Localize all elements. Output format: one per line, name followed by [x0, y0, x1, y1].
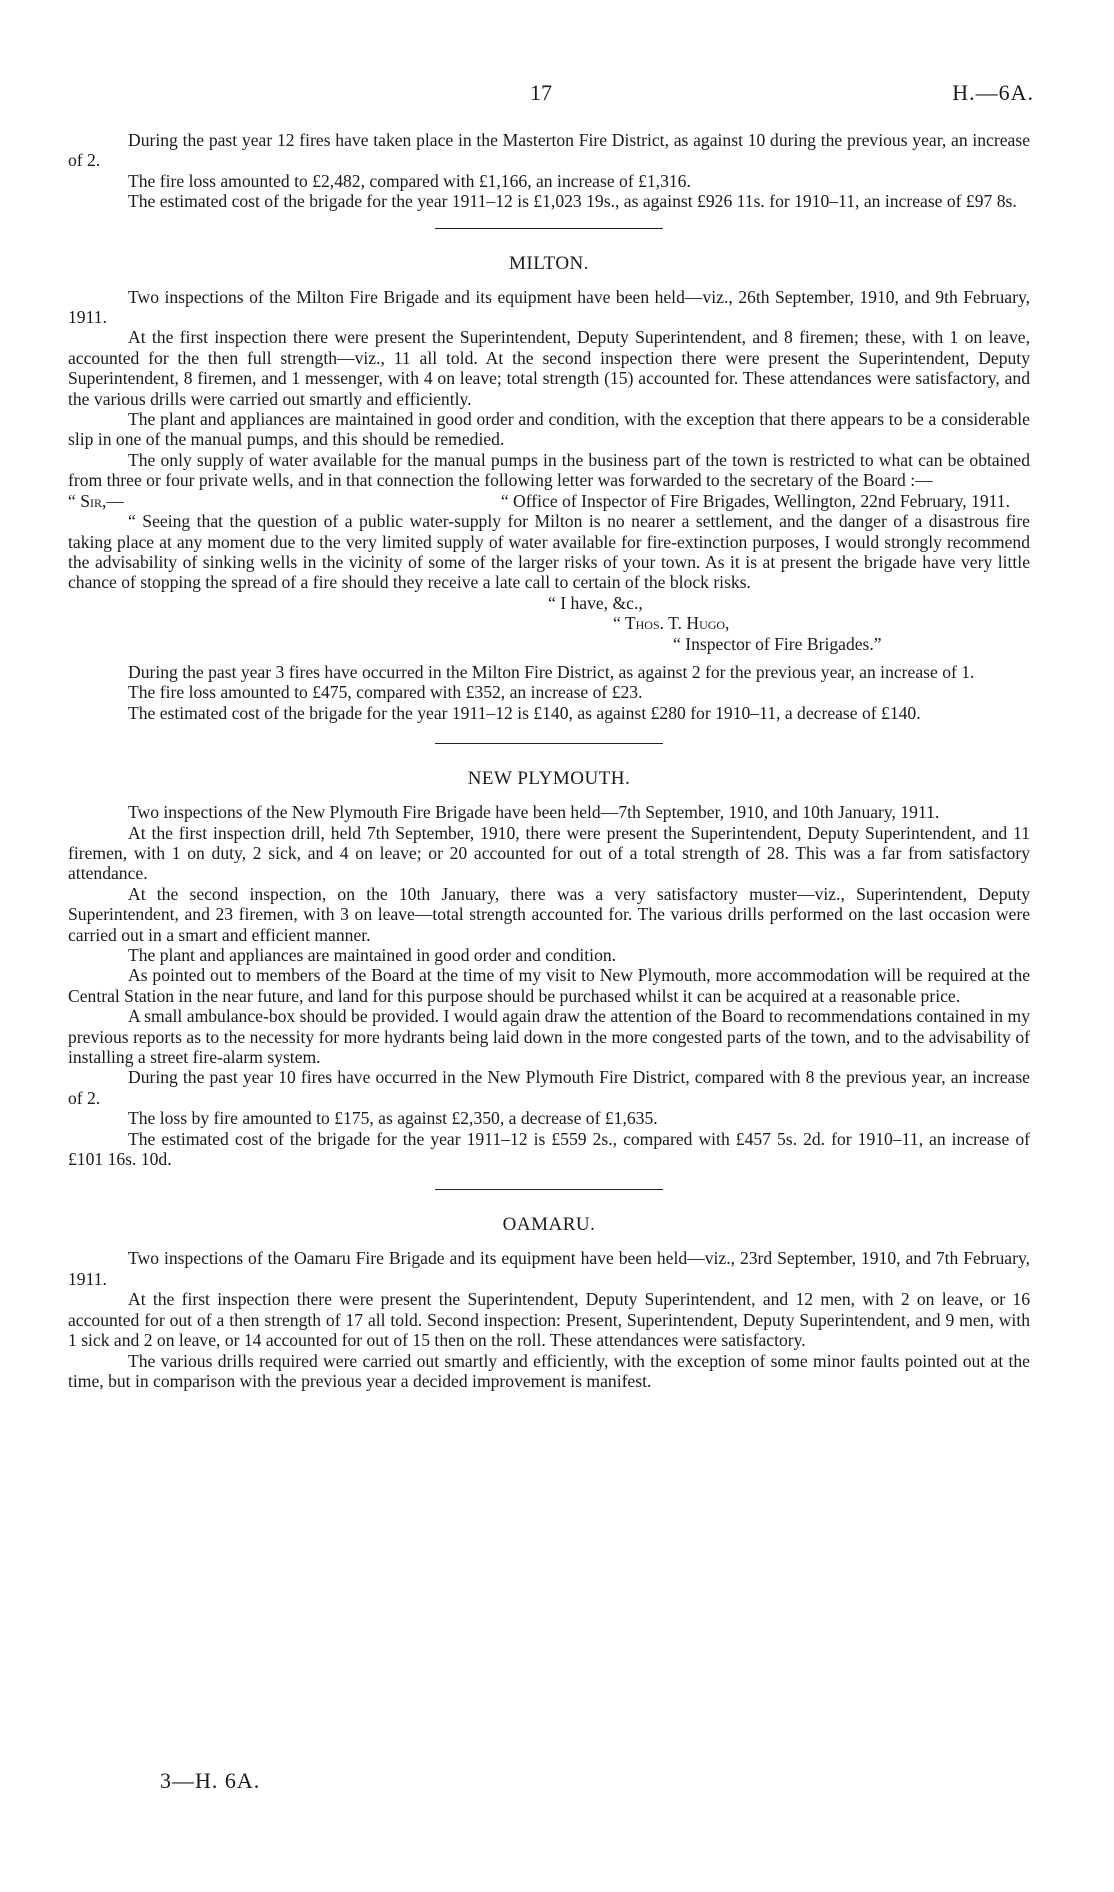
paragraph: During the past year 12 fires have taken place in the Masterton Fire District, as against 10 during the previous year, an increase of 2. — [68, 130, 1030, 171]
paragraph: During the past year 3 fires have occurred in the Milton Fire District, as against 2 for the previous year, an increase of 1. — [128, 661, 975, 682]
page-header — [0, 80, 1114, 110]
masterton-section — [68, 130, 1030, 212]
section-divider — [435, 1189, 663, 1190]
letter-opening — [68, 491, 1030, 511]
page-number: 17 — [530, 80, 552, 105]
paragraph: The only supply of water available for the manual pumps in the business part of the town is restricted to what can be obtained from three or four private wells, and in that connection the following letter was forwarded to the secretary of the Board :— — [68, 449, 1030, 491]
paragraph: Two inspections of the New Plymouth Fire Brigade have been held—7th September, 1910, and 10th January, 1911. — [128, 802, 940, 823]
paragraph: Two inspections of the Oamaru Fire Brigade and its equipment have been held—viz., 23rd September, 1910, and 7th February, 1911. — [68, 1248, 1030, 1289]
page-content — [68, 130, 1030, 1391]
new-plymouth-section — [68, 768, 1030, 1169]
section-heading-new-plymouth: NEW PLYMOUTH. — [467, 768, 631, 790]
section-heading-oamaru: OAMARU. — [502, 1214, 596, 1236]
paragraph: At the second inspection, on the 10th January, there was a very satisfactory muster—viz., Superintendent, Deputy Superintendent, and 23 firemen, with 3 on leave—total strength accounted for. The various drills performed on the last occasion were carried out in a smart and efficient manner. — [68, 883, 1030, 945]
paragraph: During the past year 10 fires have occurred in the New Plymouth Fire District, compared with 8 the previous year, an increase of 2. — [68, 1067, 1030, 1108]
paragraph: At the first inspection drill, held 7th September, 1910, there were present the Superintendent, Deputy Superintendent, and 11 firemen, with 1 on duty, 2 sick, and 4 on leave; or 20 accounted for out of a total strength of 28. This was a far from satisfactory attendance. — [68, 822, 1030, 884]
paragraph: The fire loss amounted to £2,482, compared with £1,166, an increase of £1,316. — [128, 170, 691, 191]
paragraph: The loss by fire amounted to £175, as against £2,350, a decrease of £1,635. — [128, 1108, 658, 1129]
section-divider — [435, 743, 663, 744]
paragraph: As pointed out to members of the Board at the time of my visit to New Plymouth, more accommodation will be required at the Central Station in the near future, and land for this purpose should be purchased whilst it can be acquired at a reasonable price. — [68, 965, 1030, 1006]
paragraph: The estimated cost of the brigade for the year 1911–12 is £1,023 19s., as against £926 11s. for 1910–11, an increase of £97 8s. — [128, 191, 1017, 212]
document-reference: H.—6A. — [952, 80, 1034, 105]
letter-block — [68, 491, 1030, 654]
paragraph: The estimated cost of the brigade for the year 1911–12 is £140, as against £280 for 1910–11, a decrease of £140. — [128, 702, 921, 723]
letter-address: “ Office of Inspector of Fire Brigades, Wellington, 22nd February, 1911. — [500, 490, 1010, 511]
section-heading-milton: MILTON. — [508, 252, 590, 274]
milton-section — [68, 253, 1030, 724]
letter-signature: “ Thos. T. Hugo, — [613, 613, 730, 634]
paragraph: The fire loss amounted to £475, compared with £352, an increase of £23. — [128, 682, 643, 703]
paragraph: The plant and appliances are maintained in good order and condition, with the exception that there appears to be a considerable slip in one of the manual pumps, and this should be remedied. — [68, 409, 1030, 450]
oamaru-section — [68, 1214, 1030, 1391]
letter-closing: “ I have, &c., — [548, 592, 643, 613]
paragraph: A small ambulance-box should be provided. I would again draw the attention of the Board to recommendations contained in my previous reports as to the necessity for more hydrants being laid down in the more congested parts of the town, and to the advisability of installing a street fire-alarm system. — [68, 1006, 1030, 1068]
paragraph: The various drills required were carried out smartly and efficiently, with the exception of some minor faults pointed out at the time, but in comparison with the previous year a decided improvement is manifest. — [68, 1350, 1030, 1391]
paragraph: The estimated cost of the brigade for the year 1911–12 is £559 2s., compared with £457 5s. 2d. for 1910–11, an increase of £101 16s. 10d. — [68, 1128, 1030, 1170]
paragraph: The plant and appliances are maintained in good order and condition. — [128, 945, 617, 965]
letter-salutation: “ Sir,— — [68, 490, 124, 511]
paragraph: Two inspections of the Milton Fire Brigade and its equipment have been held—viz., 26th September, 1910, and 9th February, 1911. — [68, 286, 1030, 328]
paragraph: At the first inspection there were present the Superintendent, Deputy Superintendent, and 12 men, with 2 on leave, or 16 accounted for out of a then strength of 17 all told. Second inspection: Present, Superintendent, Deputy Superintendent, and 9 men, with 1 sick and 2 on leave, or 14 accounted for out of 15 then on the roll. These attendances were satisfactory. — [68, 1289, 1030, 1351]
signature-mark: 3—H. 6A. — [160, 1768, 261, 1793]
section-divider — [435, 228, 663, 229]
paragraph: At the first inspection there were present the Superintendent, Deputy Superintendent, and 8 firemen; these, with 1 on leave, accounted for the then full strength—viz., 11 all told. At the second inspection there were present the Superintendent, Deputy Superintendent, 8 firemen, and 1 messenger, with 4 on leave; total strength (15) accounted for. These attendances were satisfactory, and the various drills were carried out smartly and efficiently. — [68, 327, 1030, 409]
letter-body: “ Seeing that the question of a public water-supply for Milton is no nearer a settlement, and the danger of a disastrous fire taking place at any moment due to the very limited supply of water available for fire-extinction purposes, I would strongly recommend the advisability of sinking wells in the vicinity of some of the larger risks of your town. As it is at present the brigade have very little chance of stopping the spread of a fire should they receive a late call to certain of the block risks. — [68, 511, 1030, 593]
letter-signatory-title: “ Inspector of Fire Brigades.” — [673, 633, 882, 654]
